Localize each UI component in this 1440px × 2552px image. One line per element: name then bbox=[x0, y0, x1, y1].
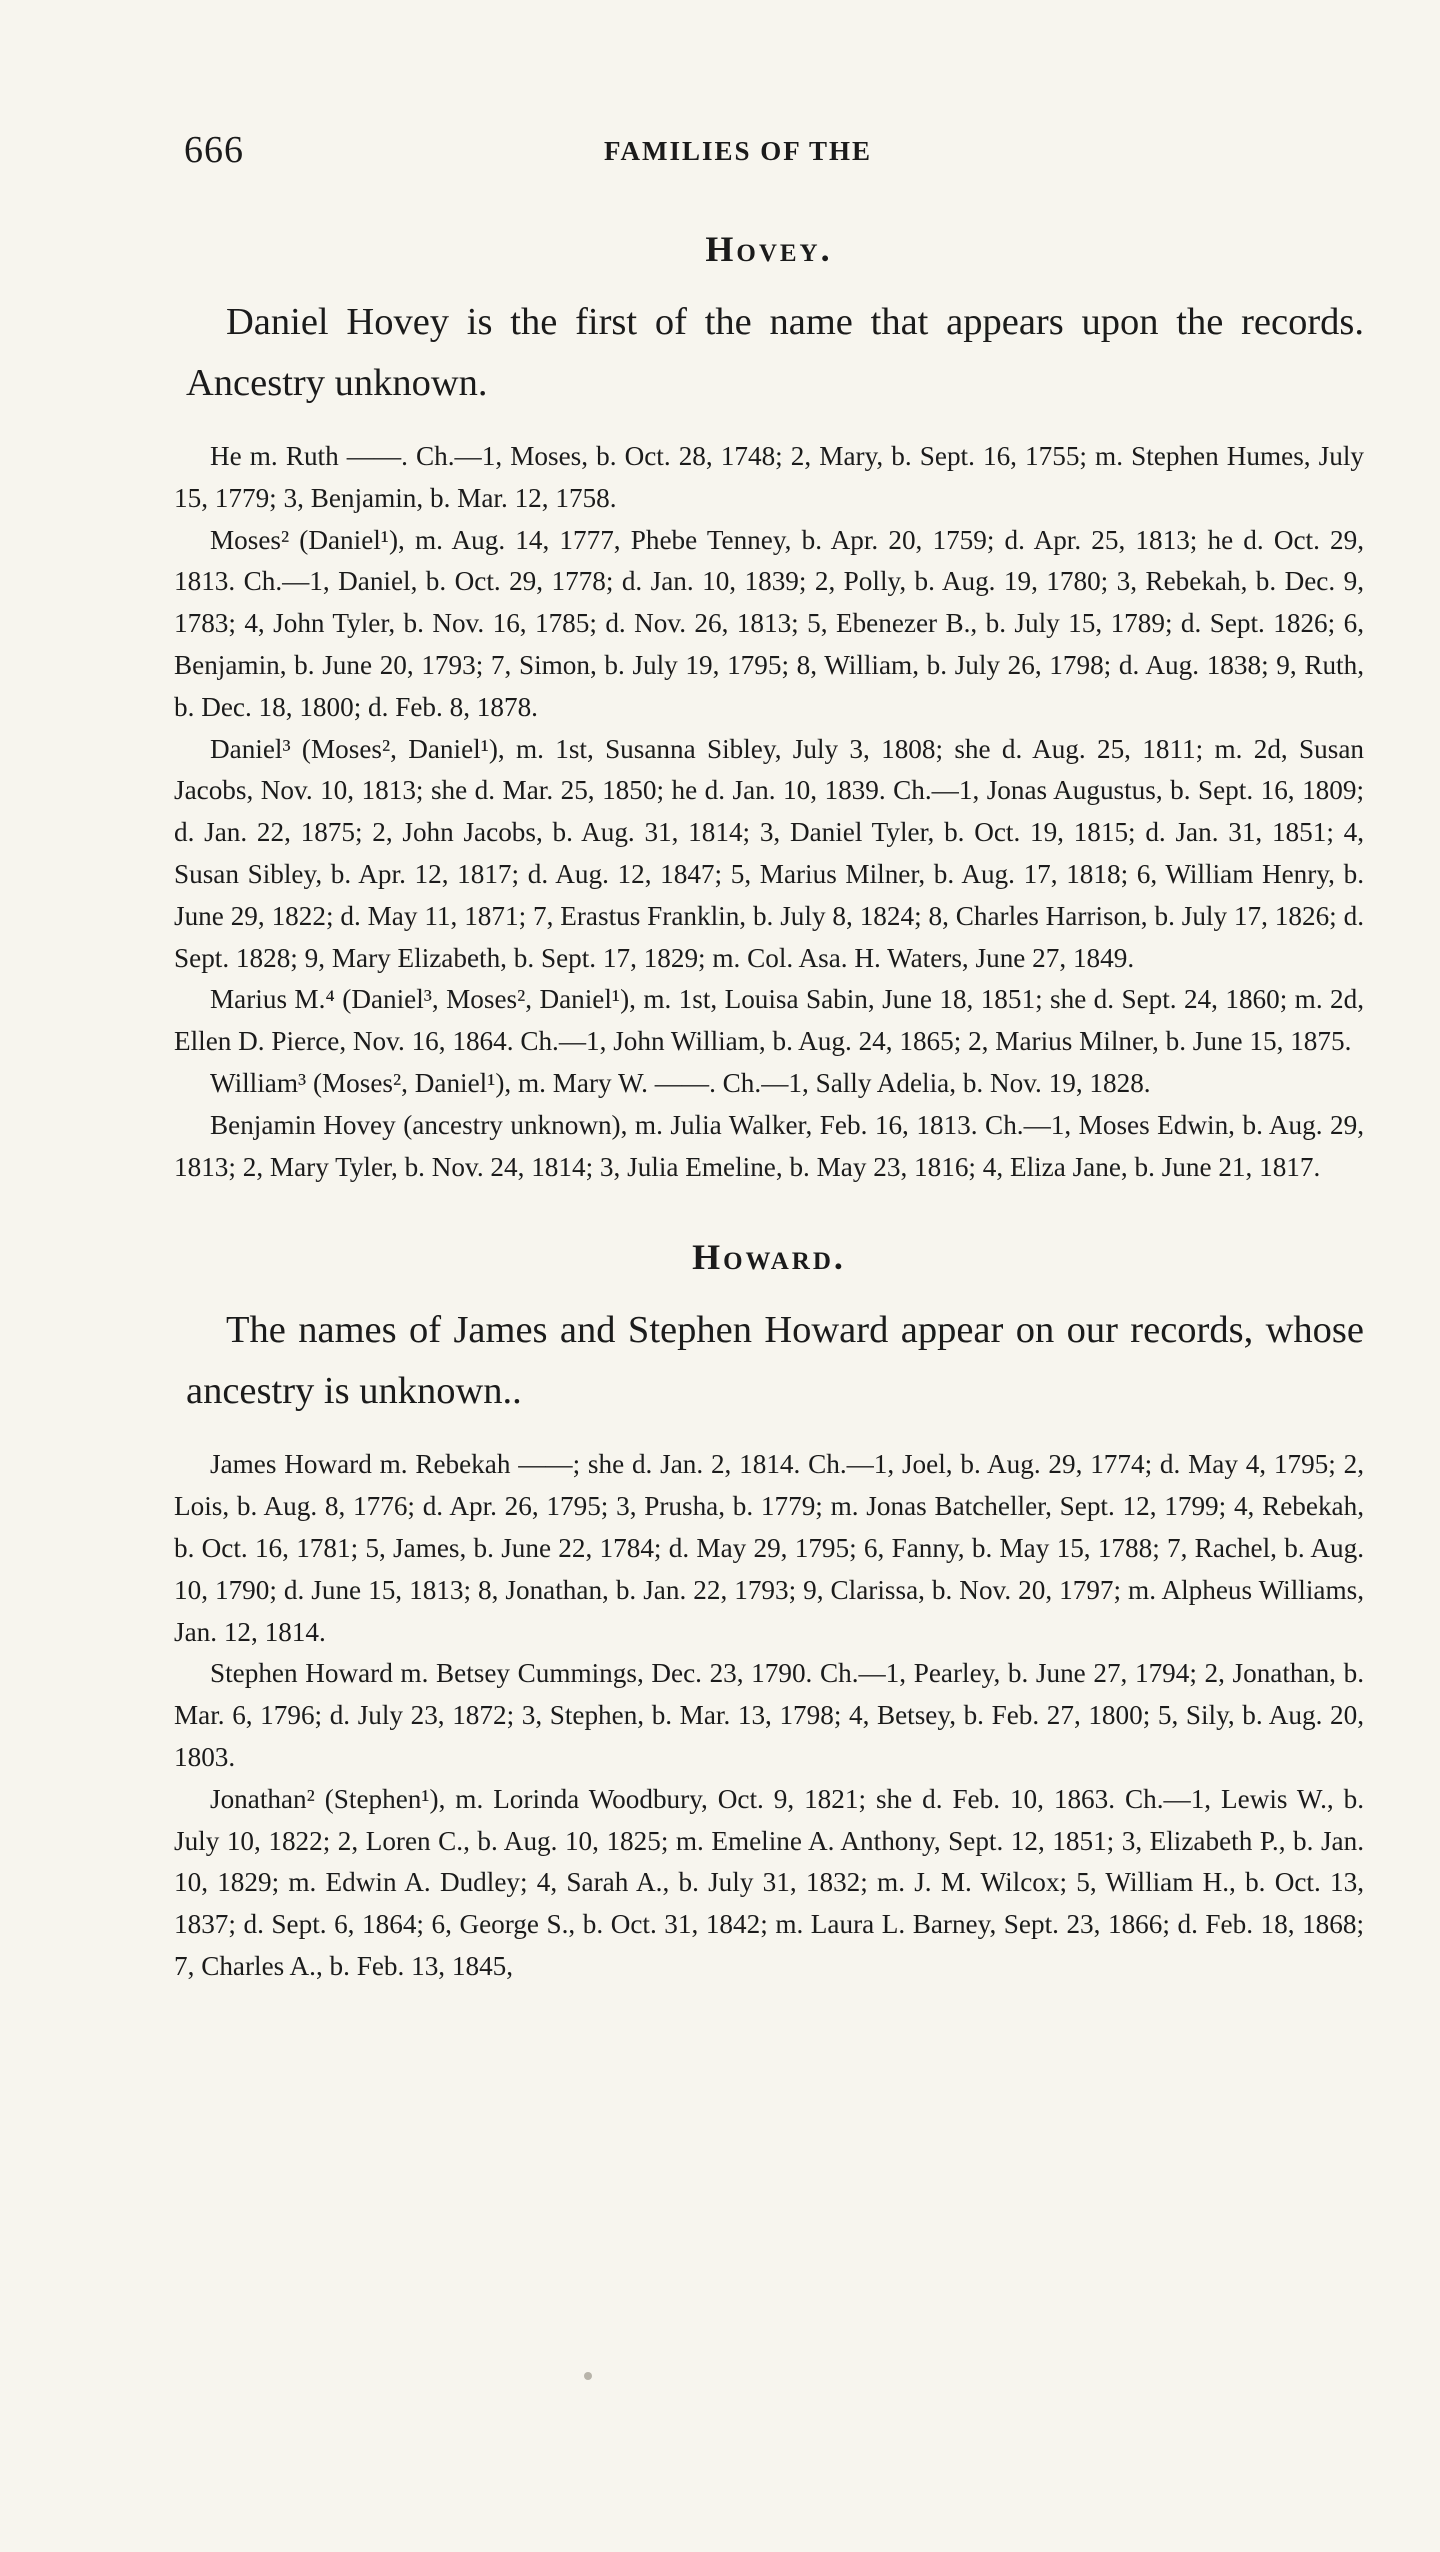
genealogy-entry: He m. Ruth ——. Ch.—1, Moses, b. Oct. 28, 1748; 2, Mary, b. Sept. 16, 1755; m. Stephen Humes, July 15, 1779; 3, Benjamin, b. Mar. 12, 1758. bbox=[174, 441, 1364, 513]
section-intro-howard: The names of James and Stephen Howard appear on our records, whose ancestry is unknown.. bbox=[186, 1309, 1364, 1413]
genealogy-entry: Marius M.⁴ (Daniel³, Moses², Daniel¹), m. 1st, Louisa Sabin, June 18, 1851; she d. Sept. 24, 1860; m. 2d, Ellen D. Pierce, Nov. 16, 1864. Ch.—1, John William, b. Aug. 24, 1865; 2, Marius Milner, b. June 15, 1875. bbox=[174, 984, 1364, 1057]
genealogy-entry: Stephen Howard m. Betsey Cummings, Dec. 23, 1790. Ch.—1, Pearley, b. June 27, 1794; 2, Jonathan, b. Mar. 6, 1796; d. July 23, 1872; 3, Stephen, b. Mar. 13, 1798; 4, Betsey, b. Feb. 27, 1800; 5, Sily, b. Aug. 20, 1803. bbox=[174, 1658, 1364, 1772]
running-title: FAMILIES OF THE bbox=[604, 136, 873, 166]
section-hovey bbox=[174, 228, 1364, 1188]
genealogy-entry: Daniel³ (Moses², Daniel¹), m. 1st, Susanna Sibley, July 3, 1808; she d. Aug. 25, 1811; m. 2d, Susan Jacobs, Nov. 10, 1813; she d. Mar. 25, 1850; he d. Jan. 10, 1839. Ch.—1, Jonas Augustus, b. Sept. 16, 1809; d. Jan. 22, 1875; 2, John Jacobs, b. Aug. 31, 1814; 3, Daniel Tyler, b. Oct. 19, 1815; d. Jan. 31, 1851; 4, Susan Sibley, b. Apr. 12, 1817; d. Aug. 12, 1847; 5, Marius Milner, b. Aug. 17, 1818; 6, William Henry, b. June 29, 1822; d. May 11, 1871; 7, Erastus Franklin, b. July 8, 1824; 8, Charles Harrison, b. July 17, 1826; d. Sept. 1828; 9, Mary Elizabeth, b. Sept. 17, 1829; m. Col. Asa. H. Waters, June 27, 1849. bbox=[174, 733, 1364, 973]
book-page bbox=[174, 128, 1364, 1988]
genealogy-entry: William³ (Moses², Daniel¹), m. Mary W. ——. Ch.—1, Sally Adelia, b. Nov. 19, 1828. bbox=[210, 1067, 1151, 1098]
running-head bbox=[174, 128, 1364, 188]
genealogy-entry: Jonathan² (Stephen¹), m. Lorinda Woodbury, Oct. 9, 1821; she d. Feb. 10, 1863. Ch.—1, Lewis W., b. July 10, 1822; 2, Loren C., b. Aug. 10, 1825; m. Emeline A. Anthony, Sept. 12, 1851; 3, Elizabeth P., b. Jan. 10, 1829; m. Edwin A. Dudley; 4, Sarah A., b. July 31, 1832; m. J. M. Wilcox; 5, William H., b. Oct. 13, 1837; d. Sept. 6, 1864; 6, George S., b. Oct. 31, 1842; m. Laura L. Barney, Sept. 23, 1866; d. Feb. 18, 1868; 7, Charles A., b. Feb. 13, 1845, bbox=[174, 1783, 1364, 1981]
section-title-hovey: Hovey. bbox=[705, 229, 833, 269]
ink-speck bbox=[584, 2372, 592, 2380]
genealogy-entry: Moses² (Daniel¹), m. Aug. 14, 1777, Phebe Tenney, b. Apr. 20, 1759; d. Apr. 25, 1813; he d. Oct. 29, 1813. Ch.—1, Daniel, b. Oct. 29, 1778; d. Jan. 10, 1839; 2, Polly, b. Aug. 19, 1780; 3, Rebekah, b. Dec. 9, 1783; 4, John Tyler, b. Nov. 16, 1785; d. Nov. 26, 1813; 5, Ebenezer B., b. July 15, 1789; d. Sept. 1826; 6, Benjamin, b. June 20, 1793; 7, Simon, b. July 19, 1795; 8, William, b. July 26, 1798; d. Aug. 1838; 9, Ruth, b. Dec. 18, 1800; d. Feb. 8, 1878. bbox=[174, 524, 1364, 722]
section-intro-hovey: Daniel Hovey is the first of the name that appears upon the records. Ancestry unknown. bbox=[186, 301, 1364, 404]
genealogy-entry: Benjamin Hovey (ancestry unknown), m. Julia Walker, Feb. 16, 1813. Ch.—1, Moses Edwin, b. Aug. 29, 1813; 2, Mary Tyler, b. Nov. 24, 1814; 3, Julia Emeline, b. May 23, 1816; 4, Eliza Jane, b. June 21, 1817. bbox=[174, 1109, 1364, 1182]
genealogy-entry: James Howard m. Rebekah ——; she d. Jan. 2, 1814. Ch.—1, Joel, b. Aug. 29, 1774; d. May 4, 1795; 2, Lois, b. Aug. 8, 1776; d. Apr. 26, 1795; 3, Prusha, b. 1779; m. Jonas Batcheller, Sept. 12, 1799; 4, Rebekah, b. Oct. 16, 1781; 5, James, b. June 22, 1784; d. May 29, 1795; 6, Fanny, b. May 15, 1788; 7, Rachel, b. Aug. 10, 1790; d. June 15, 1813; 8, Jonathan, b. Jan. 22, 1793; 9, Clarissa, b. Nov. 20, 1797; m. Alpheus Williams, Jan. 12, 1814. bbox=[174, 1449, 1364, 1647]
section-title-howard: Howard. bbox=[692, 1237, 846, 1278]
section-howard bbox=[174, 1236, 1364, 1987]
page-number: 666 bbox=[184, 129, 244, 171]
